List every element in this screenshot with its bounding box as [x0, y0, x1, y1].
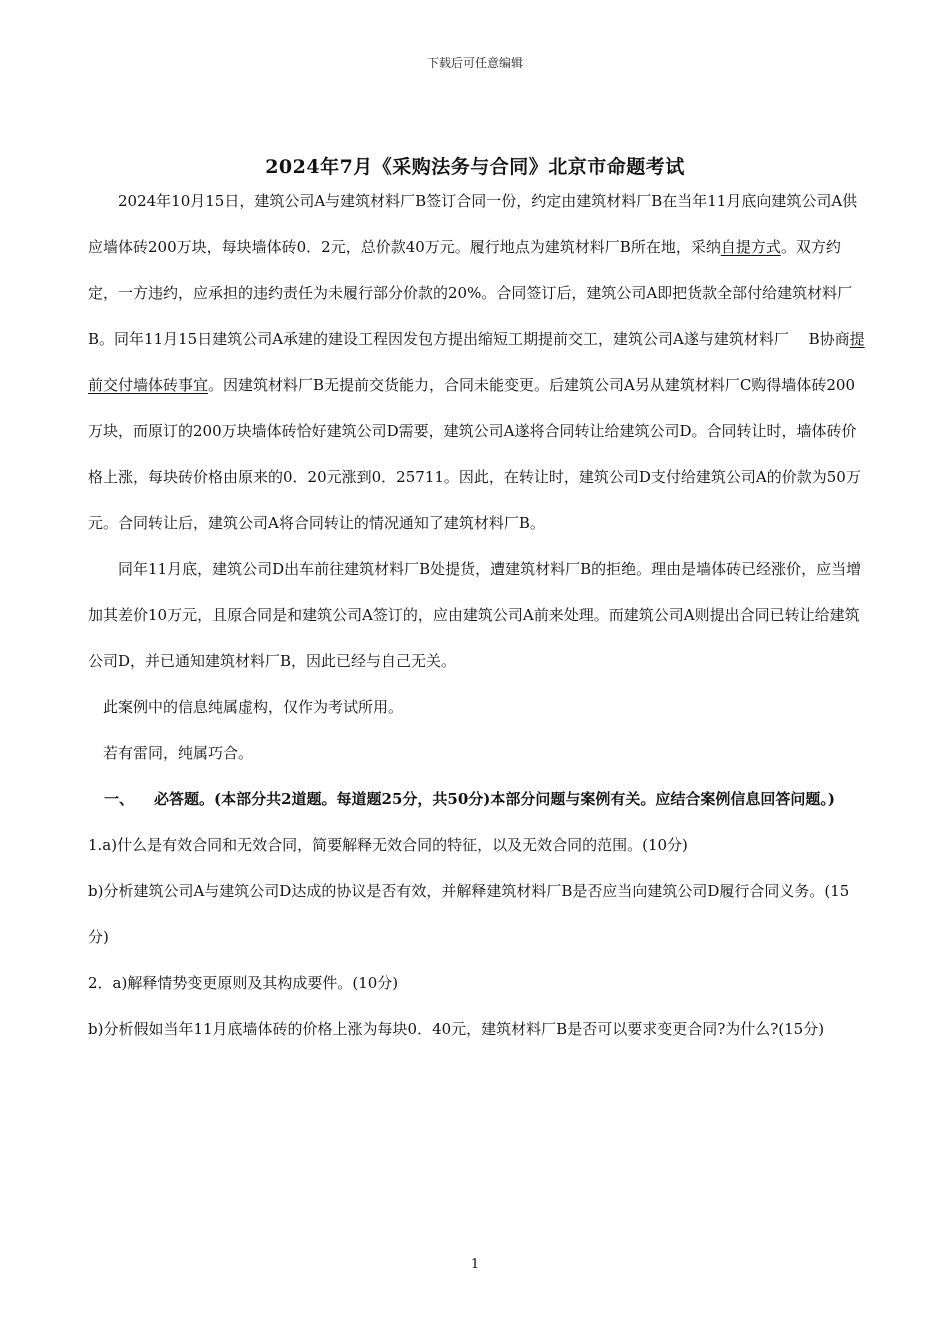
case-text-1a: 2024年10月15日，建筑公司A与建筑材料厂B签订合同一份，约定由建筑材料厂B在当年11月底向建筑公司A供应墙体砖200万块，每块墙体砖0．2元，总价款40万元。履行地点为建筑材料厂B所在地，采纳: [88, 192, 858, 256]
header-note: 下载后可任意编辑: [426, 56, 523, 70]
question-1b: b)分析建筑公司A与建筑公司D达成的协议是否有效，并解释建筑材料厂B是否应当向建筑公司D履行合同义务。(15分): [88, 882, 850, 946]
case-text-1b: 。双方约定，一方违约，应承担的违约责任为未履行部分价款的20%。合同签订后，建筑公司A即把货款全部付给建筑材料厂B。同年11月15日建筑公司A承建的建设工程因发包方提出缩短工期提前交工，建筑公司A遂与建筑材料厂 B协商: [88, 238, 853, 348]
disclaimer-line-1: 此案例中的信息纯属虚构，仅作为考试所用。: [103, 698, 404, 716]
case-text-1c: 。因建筑材料厂B无提前交货能力，合同未能变更。后建筑公司A另从建筑材料厂C购得墙体砖200万块，而原订的200万块墙体砖恰好建筑公司D需要，建筑公司A遂将合同转让给建筑公司D。合同转让时，墙体砖价格上涨，每块砖价格由原来的0．20元涨到0．25711。因此，在转让时，建筑公司D支付给建筑公司A的价款为50万元。合同转让后，建筑公司A将合同转让的情况通知了建筑材料厂B。: [88, 376, 861, 532]
question-2a: 2．a)解释情势变更原则及其构成要件。(10分): [88, 974, 399, 992]
section-heading: [88, 776, 868, 822]
page-title: 2024年7月《采购法务与合同》北京市命题考试: [265, 156, 685, 178]
question-2b: b)分析假如当年11月底墙体砖的价格上涨为每块0．40元，建筑材料厂B是否可以要求变更合同?为什么?(15分): [88, 1020, 825, 1038]
underlined-term-pickup: 自提方式: [720, 238, 781, 256]
section-number: 一、: [104, 790, 135, 808]
page-number: 1: [470, 1257, 480, 1272]
underlined-term-early-delivery: 提前交付墙体砖事宜: [88, 330, 865, 394]
section-text: 必答题。(本部分共2道题。每道题25分，共50分)本部分问题与案例有关。应结合案例信息回答问题。): [154, 790, 835, 808]
case-paragraph-2: 同年11月底，建筑公司D出车前往建筑材料厂B处提货，遭建筑材料厂B的拒绝。理由是墙体砖已经涨价，应当增加其差价10万元，且原合同是和建筑公司A签订的，应由建筑公司A前来处理。而建筑公司A则提出合同已转让给建筑公司D，并已通知建筑材料厂B，因此已经与自己无关。: [88, 560, 862, 670]
disclaimer-line-2: 若有雷同，纯属巧合。: [103, 744, 254, 762]
document-body: [88, 178, 868, 1052]
case-paragraph-1: [88, 178, 868, 546]
question-1a: 1.a)什么是有效合同和无效合同，简要解释无效合同的特征，以及无效合同的范围。(10分): [88, 836, 688, 854]
